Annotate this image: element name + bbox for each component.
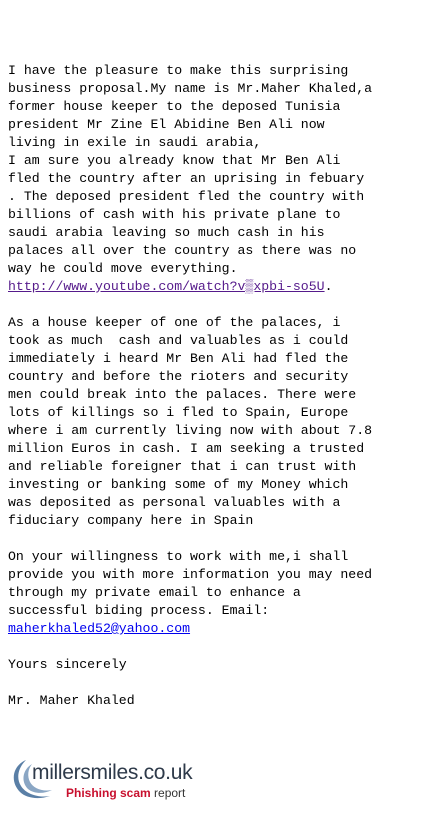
email-line: billions of cash with his private plane to <box>8 207 341 222</box>
email-address-link[interactable]: maherkhaled52@yahoo.com <box>8 621 191 636</box>
email-body <box>8 62 424 728</box>
email-line: million Euros in cash. I am seeking a trusted <box>8 441 365 456</box>
email-line: and reliable foreigner that i can trust with <box>8 459 357 474</box>
email-line: immediately i heard Mr Ben Ali had fled the <box>8 351 349 366</box>
email-line: president Mr Zine El Abidine Ben Ali now <box>8 117 325 132</box>
email-closing: Yours sincerely <box>8 657 127 672</box>
email-line: investing or banking some of my Money which <box>8 477 349 492</box>
email-line: was deposited as personal valuables with a <box>8 495 341 510</box>
email-line: saudi arabia leaving so much cash in his <box>8 225 325 240</box>
email-line: former house keeper to the deposed Tunisia <box>8 99 341 114</box>
email-link-line <box>8 620 424 638</box>
email-line: palaces all over the country as there was no <box>8 243 357 258</box>
email-line: living in exile in saudi arabia, <box>8 135 262 150</box>
email-line: provide you with more information you may need <box>8 567 373 582</box>
brand-name: millersmiles.co.uk <box>32 761 193 784</box>
email-line: fiduciary company here in Spain <box>8 513 254 528</box>
tagline-strong: Phishing scam <box>66 786 151 800</box>
email-line: successful biding process. Email: <box>8 603 270 618</box>
youtube-link-line <box>8 278 424 296</box>
email-line: . The deposed president fled the country with <box>8 189 365 204</box>
email-line: I am sure you already know that Mr Ben Ali <box>8 153 341 168</box>
email-line: men could break into the palaces. There were <box>8 387 357 402</box>
email-signature: Mr. Maher Khaled <box>8 693 135 708</box>
email-paragraph-story <box>8 314 424 530</box>
email-line: As a house keeper of one of the palaces, i <box>8 315 341 330</box>
email-paragraph-request <box>8 548 424 638</box>
email-line: way he could move everything. <box>8 261 238 276</box>
email-line: fled the country after an uprising in febuary <box>8 171 365 186</box>
email-line: where i am currently living now with about 7.8 <box>8 423 373 438</box>
youtube-link[interactable]: http://www.youtube.com/watch?v▒xpbi-so5U <box>8 279 325 294</box>
millersmiles-logo[interactable] <box>8 756 238 806</box>
email-line: took as much cash and valuables as i could <box>8 333 349 348</box>
email-line: I have the pleasure to make this surprising <box>8 63 349 78</box>
email-line: country and before the rioters and security <box>8 369 349 384</box>
tagline-rest: report <box>150 786 186 800</box>
link-suffix: . <box>324 279 333 294</box>
email-line: through my private email to enhance a <box>8 585 301 600</box>
tagline <box>66 786 185 800</box>
email-line: lots of killings so i fled to Spain, Europe <box>8 405 349 420</box>
email-line: business proposal.My name is Mr.Maher Khaled,a <box>8 81 373 96</box>
email-line: On your willingness to work with me,i shall <box>8 549 349 564</box>
email-paragraph-intro <box>8 62 424 296</box>
